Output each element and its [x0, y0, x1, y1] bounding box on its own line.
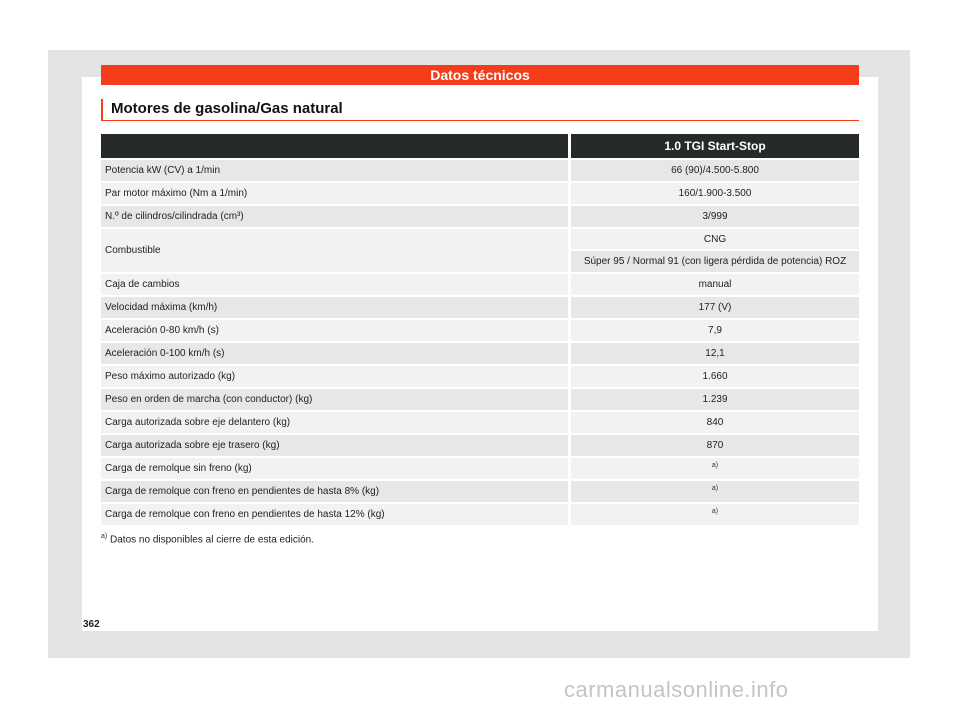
row-label: Aceleración 0-100 km/h (s): [101, 343, 568, 364]
row-label: Carga autorizada sobre eje delantero (kg): [101, 412, 568, 433]
table-row: [101, 297, 859, 318]
row-value: 3/999: [571, 206, 859, 227]
row-label: Potencia kW (CV) a 1/min: [101, 160, 568, 181]
row-value: 1.660: [571, 366, 859, 387]
row-label: Carga autorizada sobre eje trasero (kg): [101, 435, 568, 456]
table-row: [101, 435, 859, 456]
row-value: 7,9: [571, 320, 859, 341]
table-row: [101, 458, 859, 479]
row-value: 12,1: [571, 343, 859, 364]
row-value: 870: [571, 435, 859, 456]
footnote-reference: a): [711, 462, 719, 470]
row-value: [571, 504, 859, 525]
row-value-secondary: Súper 95 / Normal 91 (con ligera pérdida de potencia) ROZ: [571, 251, 859, 272]
row-value: CNG: [571, 229, 859, 249]
table-row: [101, 481, 859, 502]
row-label: Aceleración 0-80 km/h (s): [101, 320, 568, 341]
row-value: [571, 458, 859, 479]
row-label: Peso máximo autorizado (kg): [101, 366, 568, 387]
row-value: 177 (V): [571, 297, 859, 318]
table-row: [101, 504, 859, 525]
row-label: Carga de remolque con freno en pendientes de hasta 8% (kg): [101, 481, 568, 502]
table-row: [101, 343, 859, 364]
table-header-row: [101, 134, 859, 158]
row-value: [571, 481, 859, 502]
row-value: 1.239: [571, 389, 859, 410]
table-row: [101, 274, 859, 295]
row-label: Velocidad máxima (km/h): [101, 297, 568, 318]
footnote: [101, 533, 314, 545]
row-label: Combustible: [101, 229, 568, 272]
row-label: Carga de remolque sin freno (kg): [101, 458, 568, 479]
row-value: 840: [571, 412, 859, 433]
table-row: [101, 206, 859, 227]
row-label: Peso en orden de marcha (con conductor) (kg): [101, 389, 568, 410]
row-label: Caja de cambios: [101, 274, 568, 295]
footnote-reference: a): [711, 508, 719, 516]
row-label: Par motor máximo (Nm a 1/min): [101, 183, 568, 204]
table-header-empty: [101, 134, 568, 158]
table-row: [101, 320, 859, 341]
spec-table: [101, 132, 859, 527]
row-value: manual: [571, 274, 859, 295]
chapter-banner: Datos técnicos: [101, 65, 859, 85]
row-label: Carga de remolque con freno en pendientes de hasta 12% (kg): [101, 504, 568, 525]
footnote-mark: a): [101, 533, 108, 540]
table-row: [101, 366, 859, 387]
table-row: [101, 229, 859, 249]
table-row: [101, 183, 859, 204]
table-row: [101, 160, 859, 181]
footnote-text: Datos no disponibles al cierre de esta edición.: [110, 534, 315, 546]
row-value: 160/1.900-3.500: [571, 183, 859, 204]
page-number: 362: [83, 619, 100, 630]
footnote-reference: a): [711, 485, 719, 493]
section-title: Motores de gasolina/Gas natural: [101, 99, 859, 121]
watermark: carmanualsonline.info: [564, 677, 789, 702]
table-row: [101, 389, 859, 410]
row-label: N.º de cilindros/cilindrada (cm³): [101, 206, 568, 227]
row-value: 66 (90)/4.500-5.800: [571, 160, 859, 181]
table-header-engine: 1.0 TGI Start-Stop: [571, 134, 859, 158]
table-row: [101, 412, 859, 433]
